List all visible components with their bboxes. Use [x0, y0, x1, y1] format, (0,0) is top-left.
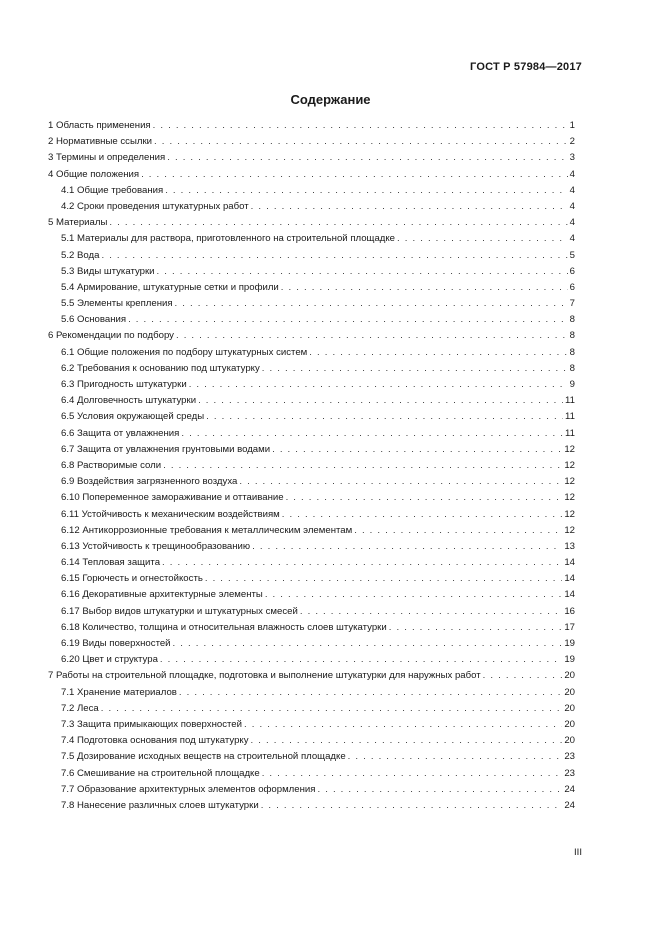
toc-leader-dots — [244, 717, 562, 733]
document-code: ГОСТ Р 57984—2017 — [470, 61, 582, 73]
toc-entry[interactable] — [48, 231, 575, 247]
toc-entry-label: 6.17 Выбор видов штукатурки и штукатурных смесей — [61, 605, 298, 617]
toc-entry-label: 6.5 Условия окружающей среды — [61, 411, 205, 423]
toc-entry-label: 7.8 Нанесение различных слоев штукатурки — [61, 799, 259, 811]
toc-entry[interactable] — [48, 393, 575, 409]
toc-entry-label: 5.4 Армирование, штукатурные сетки и профили — [61, 281, 279, 293]
table-of-contents — [48, 118, 575, 814]
toc-leader-dots — [165, 183, 567, 199]
toc-leader-dots — [179, 685, 562, 701]
toc-leader-dots — [101, 701, 563, 717]
toc-entry-page: 23 — [564, 767, 575, 779]
toc-entry-page: 13 — [564, 540, 575, 552]
toc-leader-dots — [198, 393, 563, 409]
toc-entry-page: 2 — [569, 136, 575, 148]
toc-entry[interactable] — [48, 539, 575, 555]
toc-leader-dots — [189, 377, 568, 393]
toc-leader-dots — [173, 636, 563, 652]
toc-entry[interactable] — [48, 458, 575, 474]
toc-entry-page: 11 — [565, 411, 575, 423]
toc-entry-label: 6.3 Пригодность штукатурки — [61, 379, 187, 390]
toc-entry-page: 14 — [564, 589, 575, 601]
toc-leader-dots — [397, 231, 568, 247]
page-title: Содержание — [290, 92, 371, 107]
toc-entry-label: 4 Общие положения — [48, 168, 140, 180]
toc-leader-dots — [239, 474, 562, 490]
toc-entry-page: 20 — [564, 686, 575, 698]
toc-entry[interactable] — [48, 426, 575, 442]
toc-entry-label: 6.11 Устойчивость к механическим воздействиям — [61, 508, 280, 520]
toc-leader-dots — [141, 167, 568, 183]
toc-leader-dots — [162, 555, 562, 571]
toc-entry-label: 6.7 Защита от увлажнения грунтовыми водами — [61, 443, 271, 455]
toc-entry-label: 6.1 Общие положения по подбору штукатурных систем — [61, 346, 308, 358]
toc-entry-label: 5.3 Виды штукатурки — [61, 265, 155, 277]
toc-entry[interactable] — [48, 377, 575, 393]
toc-entry[interactable] — [48, 215, 575, 231]
toc-entry-page: 8 — [569, 362, 575, 374]
toc-entry[interactable] — [48, 474, 575, 490]
page-number: III — [574, 847, 582, 858]
toc-entry-label: 6.6 Защита от увлажнения — [61, 427, 180, 439]
toc-leader-dots — [286, 490, 563, 506]
toc-entry[interactable] — [48, 717, 575, 733]
toc-entry-label: 6.14 Тепловая защита — [61, 557, 161, 569]
toc-entry[interactable] — [48, 409, 575, 425]
toc-entry[interactable] — [48, 620, 575, 636]
toc-entry-page: 8 — [569, 314, 575, 326]
toc-entry-page: 5 — [569, 249, 575, 261]
toc-entry[interactable] — [48, 749, 575, 765]
toc-entry-label: 4.1 Общие требования — [61, 184, 164, 196]
toc-entry-label: 6.8 Растворимые соли — [61, 459, 162, 471]
toc-entry-page: 12 — [564, 459, 575, 471]
toc-leader-dots — [348, 749, 563, 765]
toc-entry[interactable] — [48, 361, 575, 377]
toc-entry[interactable] — [48, 733, 575, 749]
toc-entry-label: 6.12 Антикоррозионные требования к металлическим элементам — [61, 524, 353, 536]
toc-entry-page: 24 — [564, 799, 575, 811]
toc-leader-dots — [251, 199, 568, 215]
toc-entry-label: 6.16 Декоративные архитектурные элементы — [61, 589, 263, 601]
toc-leader-dots — [128, 312, 568, 328]
toc-entry[interactable] — [48, 150, 575, 166]
toc-leader-dots — [272, 442, 562, 458]
toc-entry-label: 5.2 Вода — [61, 249, 100, 261]
toc-entry-label: 7.4 Подготовка основания под штукатурку — [61, 735, 249, 747]
toc-entry-page: 11 — [565, 427, 575, 439]
toc-entry-label: 7.1 Хранение материалов — [61, 686, 177, 698]
toc-leader-dots — [163, 458, 562, 474]
toc-leader-dots — [175, 296, 568, 312]
toc-leader-dots — [160, 652, 562, 668]
toc-entry-label: 3 Термины и определения — [48, 152, 166, 164]
toc-entry-label: 6.10 Попеременное замораживание и оттаивание — [61, 492, 284, 504]
toc-entry[interactable] — [48, 523, 575, 539]
toc-leader-dots — [252, 539, 562, 555]
toc-entry-page: 14 — [564, 573, 575, 585]
toc-entry[interactable] — [48, 345, 575, 361]
toc-entry[interactable] — [48, 604, 575, 620]
toc-entry[interactable] — [48, 442, 575, 458]
toc-entry[interactable] — [48, 264, 575, 280]
toc-entry[interactable] — [48, 296, 575, 312]
toc-entry-label: 6.18 Количество, толщина и относительная влажность слоев штукатурки — [61, 621, 387, 633]
toc-entry[interactable] — [48, 490, 575, 506]
toc-leader-dots — [205, 571, 562, 587]
toc-leader-dots — [176, 328, 568, 344]
toc-leader-dots — [389, 620, 563, 636]
toc-entry[interactable] — [48, 134, 575, 150]
toc-entry-page: 14 — [564, 557, 575, 569]
toc-entry[interactable] — [48, 668, 575, 684]
toc-entry[interactable] — [48, 701, 575, 717]
toc-entry-label: 6.13 Устойчивость к трещинообразованию — [61, 540, 251, 552]
toc-entry[interactable] — [48, 312, 575, 328]
toc-entry-label: 7.2 Леса — [61, 702, 99, 714]
toc-leader-dots — [251, 733, 563, 749]
toc-entry[interactable] — [48, 328, 575, 344]
toc-entry-page: 12 — [564, 443, 575, 455]
toc-leader-dots — [262, 361, 568, 377]
toc-entry-page: 20 — [564, 718, 575, 730]
toc-entry-page: 4 — [569, 233, 575, 245]
toc-entry-label: 7 Работы на строительной площадке, подготовка и выполнение штукатурки для наружных работ — [48, 670, 481, 682]
toc-leader-dots — [153, 118, 568, 134]
toc-entry[interactable] — [48, 199, 575, 215]
toc-entry-page: 24 — [564, 783, 575, 795]
toc-entry[interactable] — [48, 798, 575, 814]
toc-entry-page: 4 — [569, 168, 575, 180]
toc-entry-page: 12 — [564, 476, 575, 488]
toc-entry-page: 8 — [569, 330, 575, 342]
toc-entry-page: 19 — [564, 638, 575, 649]
toc-leader-dots — [167, 150, 567, 166]
toc-entry-label: 5 Материалы — [48, 217, 108, 229]
toc-entry-page: 20 — [564, 670, 575, 682]
toc-entry-page: 6 — [569, 281, 575, 293]
toc-entry-page: 23 — [564, 751, 575, 763]
toc-entry-label: 1 Область применения — [48, 120, 151, 131]
toc-entry[interactable] — [48, 685, 575, 701]
toc-entry-page: 11 — [565, 395, 575, 407]
toc-entry[interactable] — [48, 636, 575, 652]
toc-entry-page: 12 — [564, 524, 575, 536]
toc-entry-label: 6.2 Требования к основанию под штукатурку — [61, 362, 260, 374]
toc-entry-page: 6 — [569, 265, 575, 277]
toc-entry-label: 2 Нормативные ссылки — [48, 136, 153, 148]
toc-entry-page: 9 — [569, 379, 575, 390]
toc-entry-label: 6 Рекомендации по подбору — [48, 330, 174, 342]
toc-leader-dots — [483, 668, 563, 684]
toc-leader-dots — [354, 523, 562, 539]
toc-entry-page: 1 — [569, 120, 575, 131]
toc-leader-dots — [309, 345, 567, 361]
toc-entry-label: 7.6 Смешивание на строительной площадке — [61, 767, 260, 779]
toc-entry[interactable] — [48, 118, 575, 134]
toc-leader-dots — [317, 782, 562, 798]
toc-leader-dots — [181, 426, 563, 442]
toc-entry[interactable] — [48, 248, 575, 264]
toc-entry-page: 7 — [569, 298, 575, 310]
toc-entry-label: 4.2 Сроки проведения штукатурных работ — [61, 200, 249, 212]
toc-leader-dots — [262, 766, 563, 782]
toc-entry-label: 7.7 Образование архитектурных элементов оформления — [61, 783, 316, 795]
toc-entry-page: 4 — [569, 184, 575, 196]
toc-leader-dots — [101, 248, 567, 264]
toc-leader-dots — [157, 264, 568, 280]
toc-leader-dots — [261, 798, 563, 814]
toc-leader-dots — [300, 604, 562, 620]
toc-leader-dots — [109, 215, 567, 231]
toc-entry[interactable] — [48, 280, 575, 296]
toc-entry[interactable] — [48, 183, 575, 199]
toc-entry[interactable] — [48, 167, 575, 183]
toc-entry[interactable] — [48, 555, 575, 571]
toc-entry-page: 4 — [569, 217, 575, 229]
toc-entry-page: 8 — [569, 346, 575, 358]
toc-entry-page: 3 — [569, 152, 575, 164]
toc-leader-dots — [265, 587, 563, 603]
toc-entry-label: 7.3 Защита примыкающих поверхностей — [61, 718, 242, 730]
toc-entry[interactable] — [48, 652, 575, 668]
toc-entry[interactable] — [48, 571, 575, 587]
toc-entry-page: 17 — [564, 621, 575, 633]
toc-entry-page: 20 — [564, 735, 575, 747]
toc-entry-label: 5.5 Элементы крепления — [61, 298, 173, 310]
toc-entry[interactable] — [48, 782, 575, 798]
toc-entry[interactable] — [48, 766, 575, 782]
toc-entry-page: 20 — [564, 702, 575, 714]
toc-leader-dots — [281, 280, 568, 296]
toc-entry-page: 12 — [564, 508, 575, 520]
toc-entry-label: 6.15 Горючесть и огнестойкость — [61, 573, 203, 585]
toc-entry-page: 19 — [564, 654, 575, 666]
toc-entry[interactable] — [48, 507, 575, 523]
toc-entry[interactable] — [48, 587, 575, 603]
toc-entry-label: 5.6 Основания — [61, 314, 127, 326]
toc-leader-dots — [206, 409, 563, 425]
toc-entry-label: 7.5 Дозирование исходных веществ на строительной площадке — [61, 751, 346, 763]
toc-entry-page: 12 — [564, 492, 575, 504]
toc-entry-page: 4 — [569, 200, 575, 212]
toc-entry-label: 6.19 Виды поверхностей — [61, 638, 171, 649]
toc-entry-page: 16 — [564, 605, 575, 617]
toc-leader-dots — [154, 134, 568, 150]
toc-entry-label: 6.4 Долговечность штукатурки — [61, 395, 197, 407]
toc-entry-label: 5.1 Материалы для раствора, приготовленного на строительной площадке — [61, 233, 396, 245]
toc-entry-label: 6.20 Цвет и структура — [61, 654, 158, 666]
toc-leader-dots — [282, 507, 563, 523]
toc-entry-label: 6.9 Воздействия загрязненного воздуха — [61, 476, 238, 488]
